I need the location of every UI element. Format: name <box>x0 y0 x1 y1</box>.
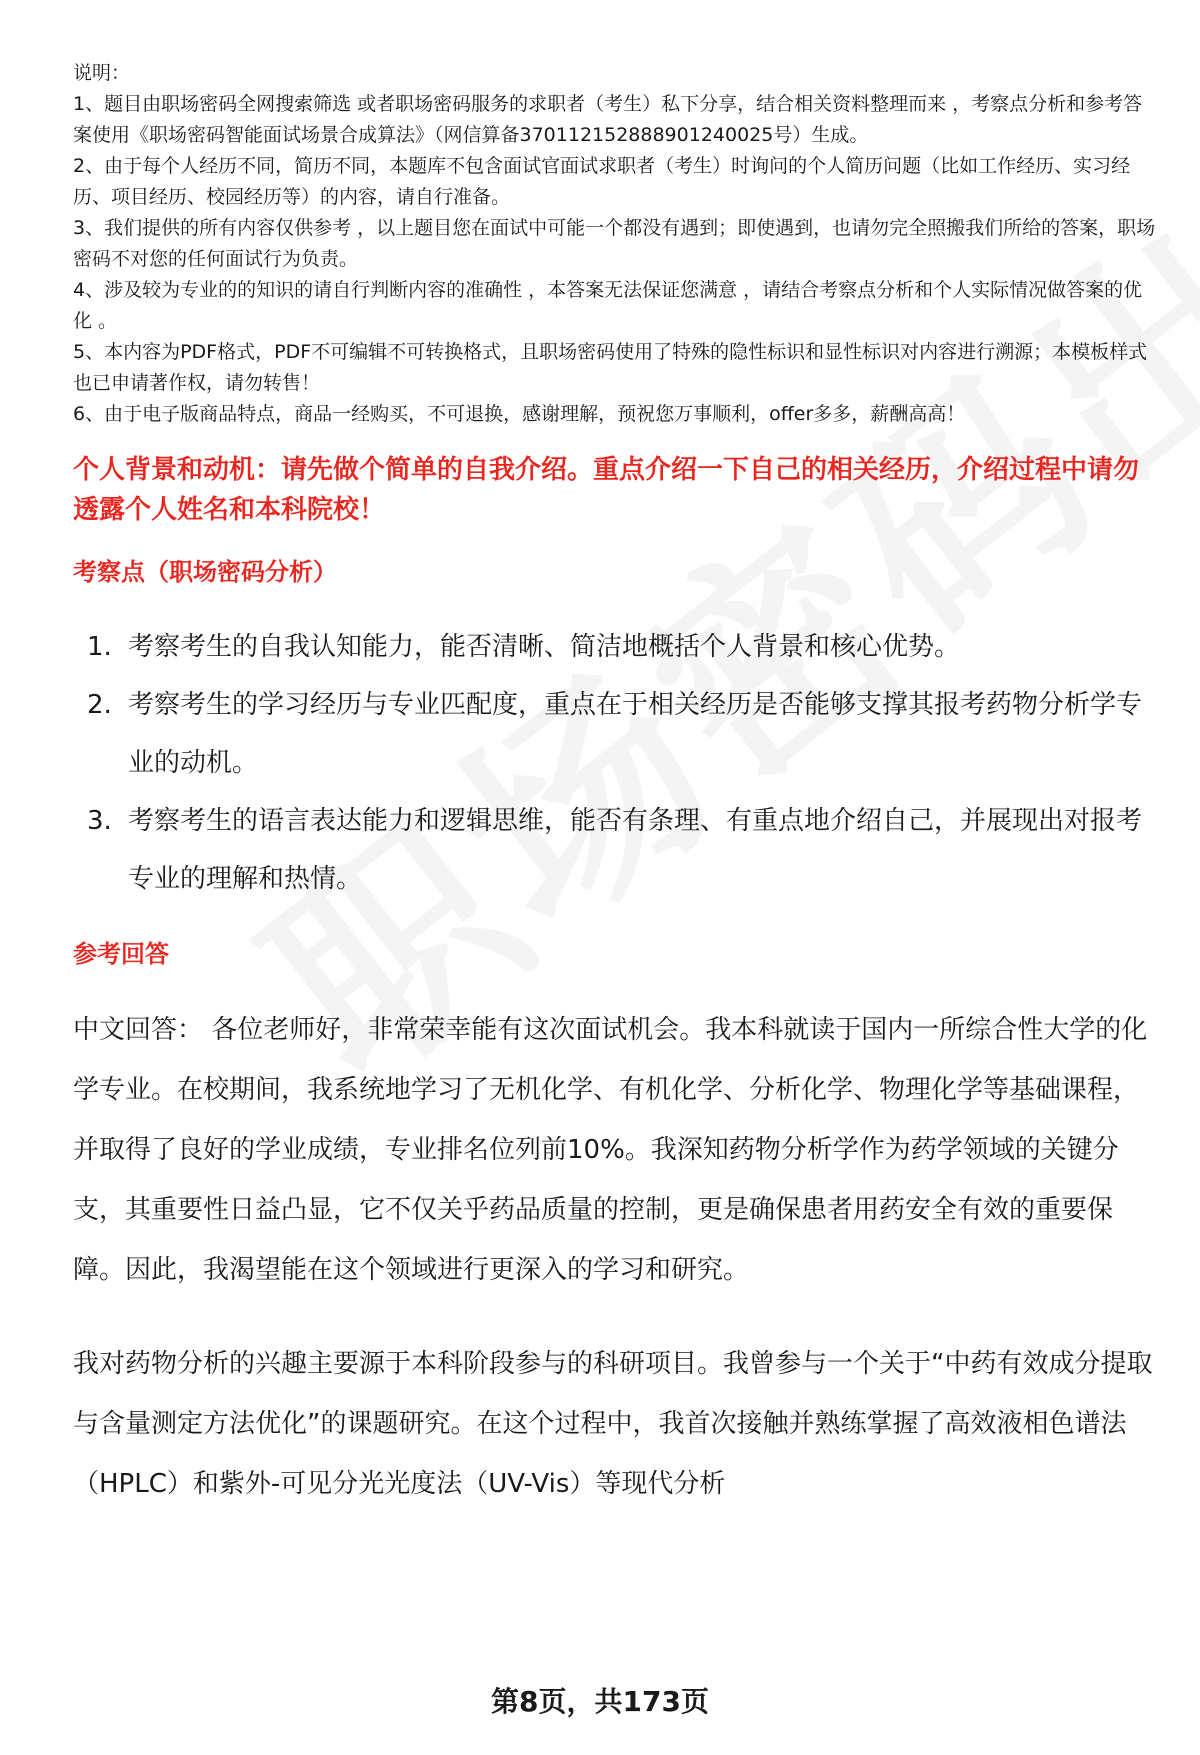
notes-item: 1、题目由职场密码全网搜索筛选 或者职场密码服务的求职者（考生）私下分享，结合相关资料整理而来 ，考察点分析和参考答案使用《职场密码智能面试场景合成算法》（网信算备370112152888901240025号）生成。 <box>73 93 1143 146</box>
analysis-heading: 考察点（职场密码分析） <box>73 558 337 586</box>
list-item-number: 3. <box>87 806 112 836</box>
answer-heading: 参考回答 <box>73 940 169 968</box>
answer-body <box>73 1000 1158 1514</box>
notes-item: 3、我们提供的所有内容仅供参考 ，以上题目您在面试中可能一个都没有遇到；即使遇到，也请勿完全照搬我们所给的答案，职场密码不对您的任何面试行为负责。 <box>73 217 1156 270</box>
list-item-number: 1. <box>87 632 112 662</box>
list-item <box>73 618 1158 676</box>
notes-title: 说明： <box>73 62 131 84</box>
list-item-text: 考察考生的学习经历与专业匹配度，重点在于相关经历是否能够支撑其报考药物分析学专业的动机。 <box>128 690 1143 778</box>
document-page <box>73 58 1158 1548</box>
analysis-points-list <box>73 618 1158 908</box>
answer-paragraph: 中文回答： 各位老师好，非常荣幸能有这次面试机会。我本科就读于国内一所综合性大学的化学专业。在校期间，我系统地学习了无机化学、有机化学、分析化学、物理化学等基础课程，并取得了良好的学业成绩，专业排名位列前10%。我深知药物分析学作为药学领域的关键分支，其重要性日益凸显，它不仅关乎药品质量的控制，更是确保患者用药安全有效的重要保障。因此，我渴望能在这个领域进行更深入的学习和研究。 <box>73 1015 1148 1285</box>
list-item-number: 2. <box>87 690 112 720</box>
answer-paragraph: 我对药物分析的兴趣主要源于本科阶段参与的科研项目。我曾参与一个关于“中药有效成分提取与含量测定方法优化”的课题研究。在这个过程中，我首次接触并熟练掌握了高效液相色谱法（HPLC）和紫外-可见分光光度法（UV-Vis）等现代分析 <box>73 1349 1153 1499</box>
notes-item: 2、由于每个人经历不同，简历不同，本题库不包含面试官面试求职者（考生）时询问的个人简历问题（比如工作经历、实习经历、项目经历、校园经历等）的内容，请自行准备。 <box>73 155 1131 208</box>
list-item-text: 考察考生的语言表达能力和逻辑思维，能否有条理、有重点地介绍自己，并展现出对报考专业的理解和热情。 <box>128 806 1143 894</box>
page-number-footer: 第8页，共173页 <box>491 1685 709 1718</box>
notes-item: 5、本内容为PDF格式，PDF不可编辑不可转换格式，且职场密码使用了特殊的隐性标识和显性标识对内容进行溯源；本模板样式也已申请著作权，请勿转售！ <box>73 341 1148 394</box>
notes-item: 6、由于电子版商品特点，商品一经购买，不可退换，感谢理解，预祝您万事顺利，offer多多，薪酬高高！ <box>73 403 966 425</box>
notes-block <box>73 58 1158 430</box>
notes-item: 4、涉及较为专业的的知识的请自行判断内容的准确性 ，本答案无法保证您满意 ，请结合考察点分析和个人实际情况做答案的优化 。 <box>73 279 1143 332</box>
list-item <box>73 792 1158 908</box>
list-item <box>73 676 1158 792</box>
list-item-text: 考察考生的自我认知能力，能否清晰、简洁地概括个人背景和核心优势。 <box>128 632 961 662</box>
question-title: 个人背景和动机：请先做个简单的自我介绍。重点介绍一下自己的相关经历，介绍过程中请勿透露个人姓名和本科院校！ <box>73 455 1140 525</box>
